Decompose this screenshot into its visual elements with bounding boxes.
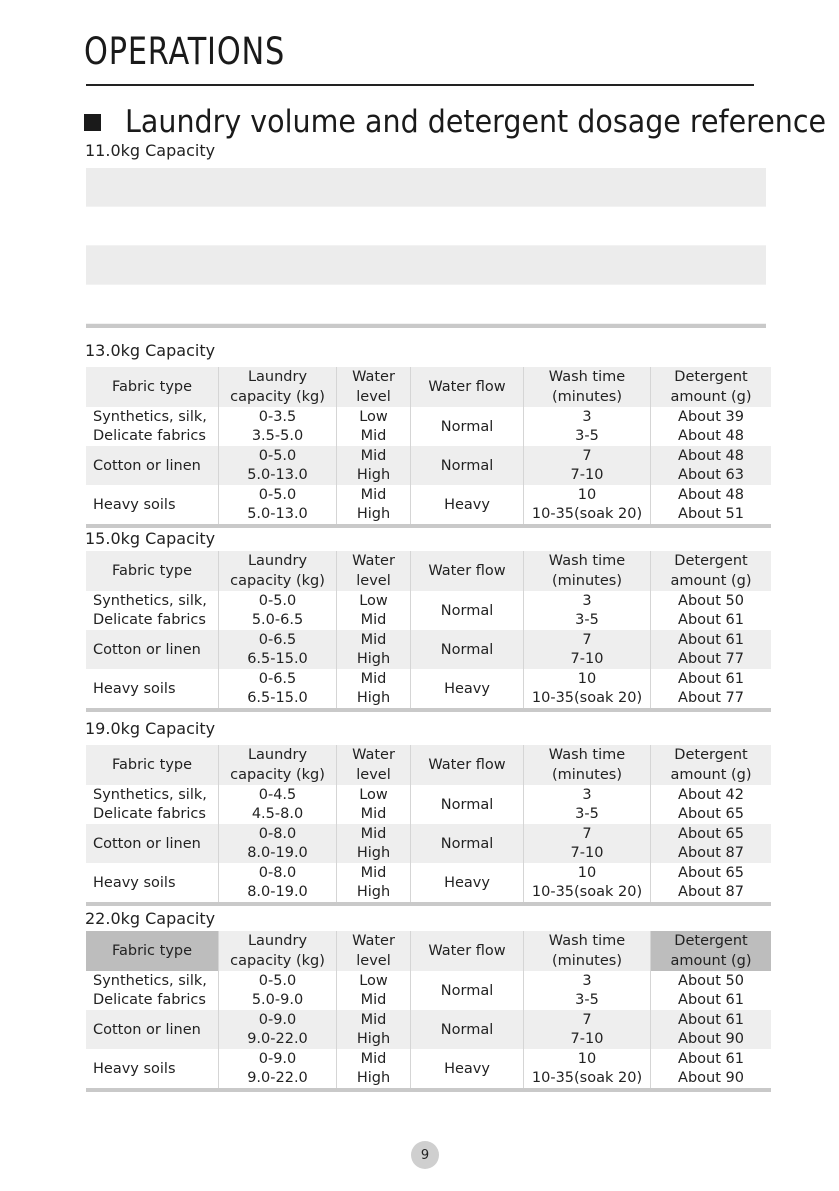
detergent-amount: About 50 About 61 xyxy=(678,972,744,1009)
table-row xyxy=(86,246,766,285)
detergent-amount: About 61 About 77 xyxy=(678,631,744,668)
col-detergent: Detergent amount (g) xyxy=(670,933,752,969)
col-capacity: Laundry capacity (kg) xyxy=(230,553,325,589)
capacity: 0-3.5 3.5-5.0 xyxy=(251,408,304,445)
fabric-type: Synthetics, silk, Delicate fabrics xyxy=(93,592,207,629)
detergent-amount: About 42 About 65 xyxy=(678,786,744,823)
fabric-type: Synthetics, silk, Delicate fabrics xyxy=(93,972,207,1009)
capacity: 0-5.0 5.0-9.0 xyxy=(251,972,304,1009)
water-flow: Heavy xyxy=(444,496,490,513)
wash-time: 7 7-10 xyxy=(570,825,604,862)
water-flow: Normal xyxy=(440,982,494,999)
table-row xyxy=(86,1010,771,1049)
header-rule xyxy=(86,84,754,86)
water-flow: Normal xyxy=(440,835,494,852)
water-flow: Normal xyxy=(440,457,494,474)
water-level: Mid High xyxy=(356,486,391,523)
wash-time: 10 10-35(soak 20) xyxy=(531,864,643,901)
table-row xyxy=(86,591,771,630)
wash-time: 7 7-10 xyxy=(570,1011,604,1048)
water-level: Mid High xyxy=(356,1050,391,1087)
table-19kg xyxy=(86,745,771,906)
table-bottom-bar xyxy=(86,708,771,712)
table-header-row xyxy=(86,367,771,407)
section-title xyxy=(84,104,839,140)
water-flow: Heavy xyxy=(444,680,490,697)
col-water-flow: Water flow xyxy=(428,563,506,579)
table-bottom-bar xyxy=(86,524,771,528)
wash-time: 3 3-5 xyxy=(575,786,599,823)
detergent-amount: About 48 About 51 xyxy=(678,486,744,523)
water-level: Low Mid xyxy=(359,786,388,823)
wash-time: 10 10-35(soak 20) xyxy=(531,486,643,523)
fabric-type: Cotton or linen xyxy=(93,457,201,474)
caption-13kg: 13.0kg Capacity xyxy=(85,341,216,360)
water-level: Mid High xyxy=(356,864,391,901)
col-wash-time: Wash time (minutes) xyxy=(548,369,626,405)
col-water-level: Water level xyxy=(352,933,395,969)
col-wash-time: Wash time (minutes) xyxy=(548,553,626,589)
col-water-flow: Water flow xyxy=(428,943,506,959)
caption-15kg: 15.0kg Capacity xyxy=(85,529,216,548)
col-water-flow: Water flow xyxy=(428,379,506,395)
capacity: 0-8.0 8.0-19.0 xyxy=(247,864,308,901)
wash-time: 3 3-5 xyxy=(575,408,599,445)
col-water-level: Water level xyxy=(352,553,395,589)
table-row xyxy=(86,669,771,708)
col-fabric: Fabric type xyxy=(111,757,193,773)
wash-time: 10 10-35(soak 20) xyxy=(531,1050,643,1087)
col-fabric: Fabric type xyxy=(111,563,193,579)
col-wash-time: Wash time (minutes) xyxy=(548,933,626,969)
water-level: Mid High xyxy=(356,670,391,707)
water-level: Low Mid xyxy=(359,408,388,445)
capacity: 0-9.0 9.0-22.0 xyxy=(247,1050,308,1087)
capacity: 0-6.5 6.5-15.0 xyxy=(247,670,308,707)
fabric-type: Synthetics, silk, Delicate fabrics xyxy=(93,408,207,445)
table-bottom-bar xyxy=(86,902,771,906)
fabric-type: Heavy soils xyxy=(93,874,176,891)
water-flow: Normal xyxy=(440,418,494,435)
table-bottom-bar xyxy=(86,324,766,328)
capacity: 0-9.0 9.0-22.0 xyxy=(247,1011,308,1048)
section-title-text: Laundry volume and detergent dosage reference xyxy=(125,104,827,140)
col-capacity: Laundry capacity (kg) xyxy=(230,933,325,969)
detergent-amount: About 65 About 87 xyxy=(678,825,744,862)
col-fabric: Fabric type xyxy=(111,379,193,395)
table-header-row xyxy=(86,745,771,785)
table-row xyxy=(86,971,771,1010)
caption-19kg: 19.0kg Capacity xyxy=(85,719,216,738)
detergent-amount: About 50 About 61 xyxy=(678,592,744,629)
water-level: Low Mid xyxy=(359,592,388,629)
table-row xyxy=(86,630,771,669)
table-row xyxy=(86,1049,771,1088)
col-fabric: Fabric type xyxy=(111,943,193,959)
water-flow: Normal xyxy=(440,641,494,658)
water-flow: Heavy xyxy=(444,874,490,891)
col-detergent: Detergent amount (g) xyxy=(670,369,752,405)
water-flow: Normal xyxy=(440,602,494,619)
col-capacity: Laundry capacity (kg) xyxy=(230,747,325,783)
fabric-type: Heavy soils xyxy=(93,496,176,513)
water-level: Mid High xyxy=(356,1011,391,1048)
detergent-amount: About 39 About 48 xyxy=(678,408,744,445)
water-flow: Heavy xyxy=(444,1060,490,1077)
col-water-level: Water level xyxy=(352,369,395,405)
col-capacity: Laundry capacity (kg) xyxy=(230,369,325,405)
wash-time: 10 10-35(soak 20) xyxy=(531,670,643,707)
table-row xyxy=(86,446,771,485)
fabric-type: Synthetics, silk, Delicate fabrics xyxy=(93,786,207,823)
table-row xyxy=(86,863,771,902)
detergent-amount: About 65 About 87 xyxy=(678,864,744,901)
detergent-amount: About 61 About 90 xyxy=(678,1011,744,1048)
water-flow: Normal xyxy=(440,1021,494,1038)
table-row xyxy=(86,824,771,863)
col-wash-time: Wash time (minutes) xyxy=(548,747,626,783)
capacity: 0-5.0 5.0-6.5 xyxy=(251,592,304,629)
caption-11kg: 11.0kg Capacity xyxy=(85,141,216,160)
square-bullet-icon xyxy=(84,114,101,131)
fabric-type: Cotton or linen xyxy=(93,641,201,658)
fabric-type: Heavy soils xyxy=(93,680,176,697)
capacity: 0-4.5 4.5-8.0 xyxy=(251,786,304,823)
col-water-level: Water level xyxy=(352,747,395,783)
wash-time: 7 7-10 xyxy=(570,631,604,668)
col-water-flow: Water flow xyxy=(428,757,506,773)
wash-time: 7 7-10 xyxy=(570,447,604,484)
fabric-type: Cotton or linen xyxy=(93,1021,201,1038)
water-level: Mid High xyxy=(356,447,391,484)
table-row xyxy=(86,285,766,324)
table-row xyxy=(86,785,771,824)
table-header-row xyxy=(86,931,771,971)
fabric-type: Heavy soils xyxy=(93,1060,176,1077)
table-row xyxy=(86,407,771,446)
wash-time: 3 3-5 xyxy=(575,972,599,1009)
water-level: Mid High xyxy=(356,825,391,862)
page-number-badge: 9 xyxy=(411,1141,439,1169)
detergent-amount: About 61 About 90 xyxy=(678,1050,744,1087)
table-row xyxy=(86,168,766,207)
capacity: 0-8.0 8.0-19.0 xyxy=(247,825,308,862)
caption-22kg: 22.0kg Capacity xyxy=(85,909,216,928)
table-header-row xyxy=(86,551,771,591)
table-11kg xyxy=(86,168,766,328)
page-header: OPERATIONS xyxy=(84,30,286,73)
water-flow: Normal xyxy=(440,796,494,813)
detergent-amount: About 61 About 77 xyxy=(678,670,744,707)
table-row xyxy=(86,485,771,524)
fabric-type: Cotton or linen xyxy=(93,835,201,852)
capacity: 0-5.0 5.0-13.0 xyxy=(247,447,308,484)
table-row xyxy=(86,207,766,246)
wash-time: 3 3-5 xyxy=(575,592,599,629)
water-level: Low Mid xyxy=(359,972,388,1009)
table-bottom-bar xyxy=(86,1088,771,1092)
water-level: Mid High xyxy=(356,631,391,668)
col-detergent: Detergent amount (g) xyxy=(670,747,752,783)
table-22kg xyxy=(86,931,771,1092)
detergent-amount: About 48 About 63 xyxy=(678,447,744,484)
capacity: 0-6.5 6.5-15.0 xyxy=(247,631,308,668)
table-15kg xyxy=(86,551,771,712)
col-detergent: Detergent amount (g) xyxy=(670,553,752,589)
capacity: 0-5.0 5.0-13.0 xyxy=(247,486,308,523)
table-13kg xyxy=(86,367,771,528)
